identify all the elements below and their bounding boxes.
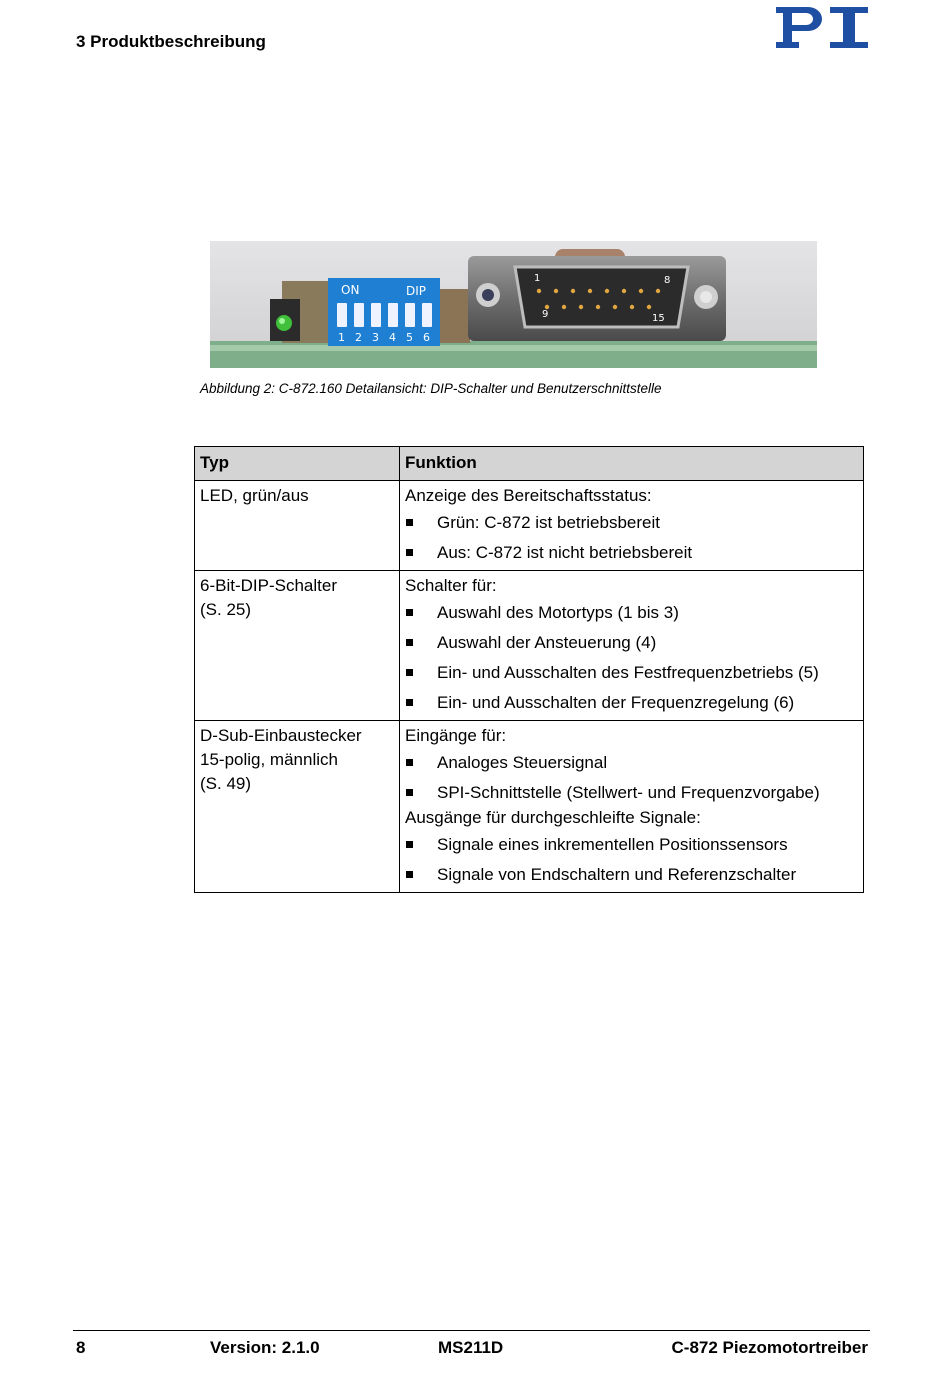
bullet-square-icon bbox=[406, 871, 413, 878]
typ-line: 15-polig, männlich bbox=[200, 750, 338, 769]
svg-text:DIP: DIP bbox=[406, 284, 427, 298]
svg-text:8: 8 bbox=[664, 275, 671, 286]
bullet-list bbox=[405, 511, 858, 565]
svg-text:4: 4 bbox=[389, 331, 396, 344]
block-intro: Anzeige des Bereitschaftsstatus: bbox=[405, 486, 652, 505]
typ-line: D-Sub-Einbaustecker bbox=[200, 726, 362, 745]
dsub-connector bbox=[468, 256, 726, 341]
spec-table bbox=[194, 446, 864, 893]
svg-text:6: 6 bbox=[423, 331, 430, 344]
svg-text:5: 5 bbox=[406, 331, 413, 344]
funktion-cell bbox=[400, 571, 864, 721]
list-item: Analoges Steuersignal bbox=[405, 751, 858, 775]
list-item: Signale eines inkrementellen Positionssensors bbox=[405, 833, 858, 857]
typ-line: (S. 25) bbox=[200, 600, 252, 619]
table-row bbox=[195, 721, 864, 893]
block-intro: Eingänge für: bbox=[405, 726, 507, 745]
dip-switch bbox=[328, 278, 440, 346]
list-item: Aus: C-872 ist nicht betriebsbereit bbox=[405, 541, 858, 565]
block-intro: Schalter für: bbox=[405, 576, 497, 595]
detail-photo bbox=[210, 241, 817, 368]
list-item: Ein- und Ausschalten der Frequenzregelung (6) bbox=[405, 691, 858, 715]
header-typ: Typ bbox=[195, 447, 400, 481]
bullet-square-icon bbox=[406, 789, 413, 796]
list-item: Auswahl des Motortyps (1 bis 3) bbox=[405, 601, 858, 625]
bullet-square-icon bbox=[406, 549, 413, 556]
svg-text:1: 1 bbox=[338, 331, 345, 344]
funktion-cell bbox=[400, 481, 864, 571]
table-row bbox=[195, 481, 864, 571]
list-item: Ein- und Ausschalten des Festfrequenzbetriebs (5) bbox=[405, 661, 858, 685]
typ-line: (S. 49) bbox=[200, 774, 252, 793]
typ-cell bbox=[195, 571, 400, 721]
bullet-list bbox=[405, 833, 858, 887]
svg-text:2: 2 bbox=[355, 331, 362, 344]
bullet-square-icon bbox=[406, 609, 413, 616]
typ-cell bbox=[195, 721, 400, 893]
pi-logo bbox=[774, 4, 870, 52]
list-item: Signale von Endschaltern und Referenzschalter bbox=[405, 863, 858, 887]
bullet-square-icon bbox=[406, 699, 413, 706]
bullet-list bbox=[405, 601, 858, 715]
bullet-square-icon bbox=[406, 639, 413, 646]
typ-cell bbox=[195, 481, 400, 571]
footer-version: Version: 2.1.0 bbox=[210, 1338, 320, 1357]
svg-text:9: 9 bbox=[542, 309, 549, 320]
footer-page-number: 8 bbox=[76, 1338, 86, 1357]
typ-line: 6-Bit-DIP-Schalter bbox=[200, 576, 337, 595]
bullet-square-icon bbox=[406, 519, 413, 526]
bullet-square-icon bbox=[406, 759, 413, 766]
pi-logo-text: PI bbox=[822, 34, 823, 35]
led-indicator bbox=[270, 299, 300, 341]
table-header-row bbox=[195, 447, 864, 481]
list-item: Grün: C-872 ist betriebsbereit bbox=[405, 511, 858, 535]
figure-caption: Abbildung 2: C-872.160 Detailansicht: DIP-Schalter und Benutzerschnittstelle bbox=[200, 381, 662, 396]
bullet-square-icon bbox=[406, 669, 413, 676]
list-item: Auswahl der Ansteuerung (4) bbox=[405, 631, 858, 655]
footer-product: C-872 Piezomotortreiber bbox=[671, 1338, 868, 1357]
footer-doc-id: MS211D bbox=[438, 1338, 504, 1357]
svg-text:1: 1 bbox=[534, 273, 541, 284]
bullet-list bbox=[405, 751, 858, 805]
table-row bbox=[195, 571, 864, 721]
section-title: 3 Produktbeschreibung bbox=[76, 32, 266, 51]
bullet-square-icon bbox=[406, 841, 413, 848]
list-item: SPI-Schnittstelle (Stellwert- und Frequenzvorgabe) bbox=[405, 781, 858, 805]
svg-text:ON: ON bbox=[341, 283, 360, 297]
block-intro: Ausgänge für durchgeschleifte Signale: bbox=[405, 808, 701, 827]
typ-line: LED, grün/aus bbox=[200, 486, 309, 505]
footer-divider bbox=[73, 1330, 870, 1331]
svg-text:3: 3 bbox=[372, 331, 379, 344]
header-funktion: Funktion bbox=[400, 447, 864, 481]
svg-text:15: 15 bbox=[652, 313, 665, 324]
funktion-cell bbox=[400, 721, 864, 893]
